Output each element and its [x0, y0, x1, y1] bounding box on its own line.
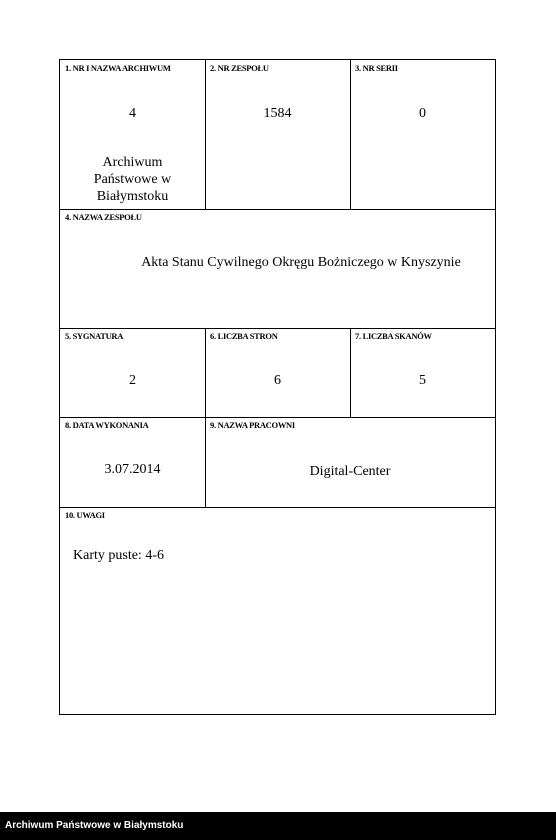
archive-name-line2: Państwowe w — [93, 172, 172, 187]
archive-number: 4 — [129, 106, 136, 121]
archive-name-line1: Archiwum — [102, 155, 163, 170]
field-fonds-number — [205, 60, 350, 209]
field-archive-label: 1. NR I NAZWA ARCHIWUM — [65, 63, 171, 73]
field-notes-label: 10. UWAGI — [65, 510, 105, 520]
field-scan-count-label: 7. LICZBA SKANÓW — [355, 331, 432, 341]
workshop-name-value: Digital-Center — [309, 464, 391, 479]
field-workshop-name — [205, 417, 495, 507]
field-series-number — [350, 60, 495, 209]
field-signature — [60, 328, 205, 417]
field-page-count-label: 6. LICZBA STRON — [210, 331, 278, 341]
field-fonds-name-label: 4. NAZWA ZESPOŁU — [65, 212, 142, 222]
footer-archive-name: Archiwum Państwowe w Białymstoku — [5, 820, 184, 831]
signature-value: 2 — [129, 373, 136, 388]
field-archive — [60, 60, 205, 209]
scan-count-value: 5 — [419, 373, 426, 388]
footer-bar — [0, 812, 556, 840]
field-workshop-name-label: 9. NAZWA PRACOWNI — [210, 420, 295, 430]
notes-value: Karty puste: 4-6 — [73, 548, 164, 563]
archive-name-line3: Białymstoku — [96, 189, 169, 204]
page-count-value: 6 — [274, 373, 281, 388]
field-fonds-name — [60, 209, 495, 328]
field-notes — [60, 507, 495, 714]
field-execution-date — [60, 417, 205, 507]
field-fonds-number-label: 2. NR ZESPOŁU — [210, 63, 269, 73]
field-signature-label: 5. SYGNATURA — [65, 331, 124, 341]
metadata-form — [59, 59, 496, 715]
fonds-name-value: Akta Stanu Cywilnego Okręgu Bożniczego w Knyszynie — [141, 255, 461, 270]
field-execution-date-label: 8. DATA WYKONANIA — [65, 420, 149, 430]
execution-date-value: 3.07.2014 — [104, 462, 161, 477]
field-scan-count — [350, 328, 495, 417]
fonds-number-value: 1584 — [263, 106, 292, 121]
series-number-value: 0 — [419, 106, 426, 121]
field-series-number-label: 3. NR SERII — [355, 63, 398, 73]
field-page-count — [205, 328, 350, 417]
